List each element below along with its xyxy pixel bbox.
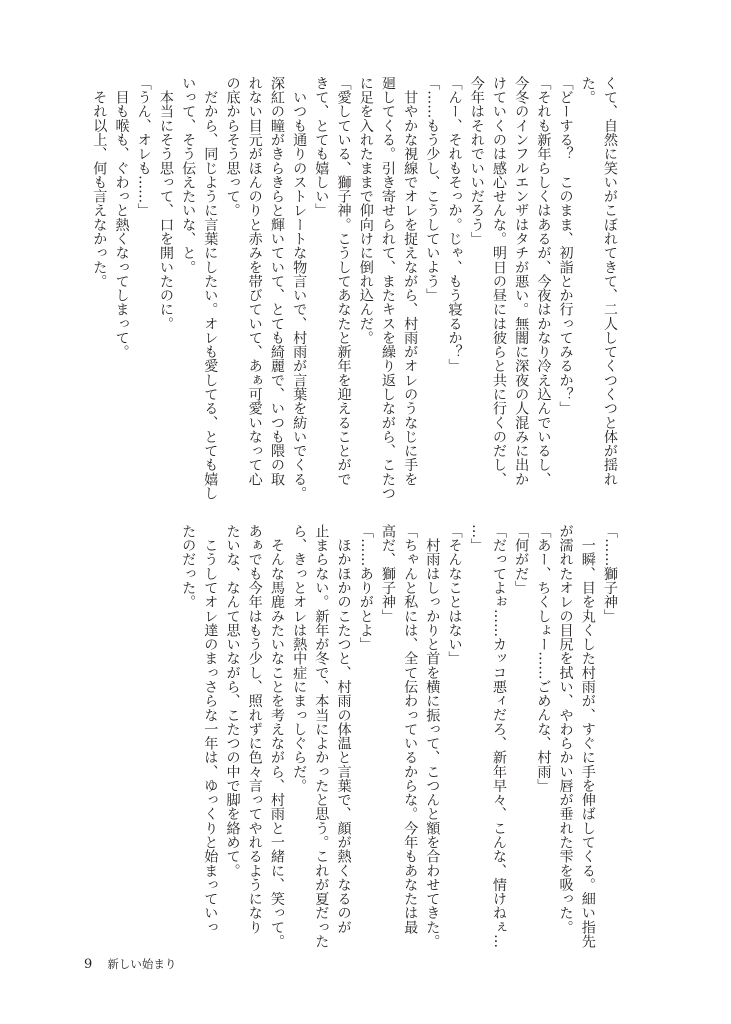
text-column: 「何がだ」 (513, 524, 530, 595)
text-column: 「……ありがとよ」 (357, 524, 374, 652)
text-column: いつも通りのストレートな物言いで、村雨が言葉を紡いでくる。 (291, 76, 308, 501)
text-column: くて、自然に笑いがこぼれてきて、二人してくつくつと体が揺れ (602, 76, 618, 487)
text-column: 「そんなことはない」 (446, 524, 463, 666)
text-column: 今年はそれでいいだろう」 (468, 76, 485, 246)
text-column: 甘やかな視線でオレを捉えながら、村雨がオレのうなじに手を (402, 76, 419, 487)
text-column: 深紅の瞳がきらきらと輝いていて、とても綺麗で、いつも隈の取 (268, 76, 285, 487)
text-column: ほかほかのこたつと、村雨の体温と言葉で、顔が熱くなるのが (335, 524, 352, 935)
text-column: それ以上、何も言えなかった。 (91, 76, 108, 289)
page-number: 9 (84, 957, 93, 972)
text-column: 一瞬、目を丸くした村雨が、すぐに手を伸ばしてくる。細い指先 (579, 524, 596, 949)
text-column: に足を入れたままで仰向けに倒れ込んだ。 (357, 76, 374, 345)
text-column: 高だ、獅子神」 (379, 524, 396, 623)
text-column: だから、同じように言葉にしたい。オレも愛してる、とても嬉し (202, 76, 219, 501)
text-column: が濡れたオレの目尻を拭い、やわらかい唇が垂れた雫を吸った。 (557, 524, 574, 935)
text-column: そんな馬鹿みたいなことを考えながら、村雨と一緒に、笑って。 (268, 524, 285, 949)
text-column: たいな、なんて思いながら、こたつの中で脚を絡めて。 (224, 524, 241, 878)
text-block-upper (88, 76, 621, 501)
text-column: た。 (579, 76, 596, 105)
text-column: 「それも新年らしくはあるが、今夜はかなり冷え込んでいるし、 (535, 76, 552, 487)
text-column: 「愛している、獅子神。こうしてあなたと新年を迎えることがで (335, 76, 352, 487)
text-column: 止まらない。新年が冬で、本当によかったと思う。これが夏だった (313, 524, 330, 949)
text-column: 「……獅子神」 (602, 524, 618, 623)
text-column: 「うん、オレも……」 (135, 76, 152, 218)
text-block-lower (177, 524, 621, 949)
text-column: 「どーする？ このまま、初詣とか行ってみるか？」 (557, 76, 574, 416)
text-column: こうしてオレ達のまっさらな一年は、ゆっくりと始まっていっ (202, 524, 219, 935)
page-footer (84, 953, 176, 972)
text-column: けていくのは感心せんな。明日の昼には彼らと共に行くのだし、 (490, 76, 507, 487)
text-column: きて、とても嬉しい」 (313, 76, 330, 218)
text-column: たのだった。 (180, 524, 197, 609)
text-column: 今冬のインフルエンザはタチが悪い。無闇に深夜の人混みに出か (513, 76, 530, 487)
text-column: 「んー、それもそっか。じゃ、もう寝るか？」 (446, 76, 463, 373)
text-column: あぁでも今年はもう少し、照れずに色々言ってやれるようになり (246, 524, 263, 935)
text-column: 村雨はしっかりと首を横に振って、こつんと額を合わせてきた。 (424, 524, 441, 949)
text-column: 廻してくる。引き寄せられて、またキスを繰り返しながら、こたつ (379, 76, 396, 501)
text-column: 本当にそう思って、口を開いたのに。 (157, 76, 174, 331)
text-column: …」 (468, 524, 485, 553)
text-column: ら、きっとオレは熱中症にまっしぐらだ。 (291, 524, 308, 793)
text-column: 「だってよぉ……カッコ悪ィだろ、新年早々、こんな、情けねぇ… (490, 524, 507, 949)
text-column: の底からそう思って。 (224, 76, 241, 218)
text-column: 目も喉も、ぐわっと熱くなってしまって。 (113, 76, 130, 359)
text-column: いって、そう伝えたいな、と。 (180, 76, 197, 274)
text-column: れない目元がほんのりと赤みを帯びていて、あぁ可愛いなって心 (246, 76, 263, 487)
chapter-title: 新しい始まり (107, 957, 177, 971)
text-column: 「あー、ちくしょー……ごめんな、村雨」 (535, 524, 552, 793)
text-column: 「……もう少し、こうしていよう」 (424, 76, 441, 303)
text-column: 「ちゃんと私には、全て伝わっているからな。今年もあなたは最 (402, 524, 419, 935)
